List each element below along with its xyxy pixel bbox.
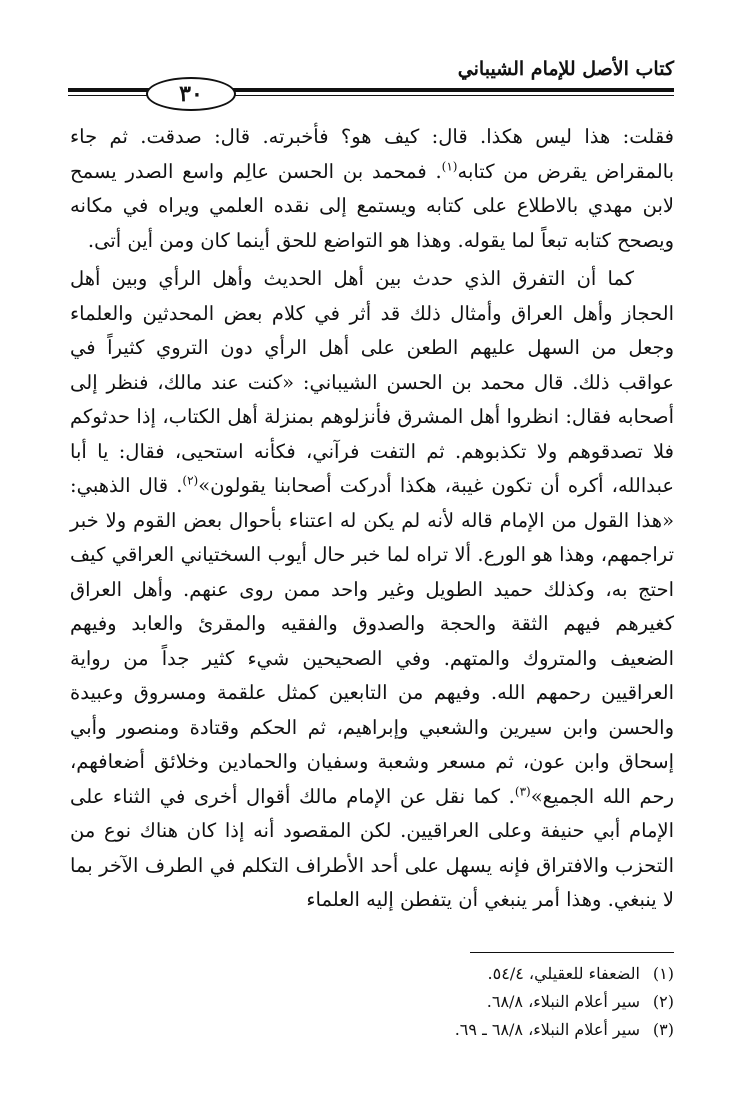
footnotes [70, 960, 674, 1044]
footnote-1 [70, 960, 674, 988]
paragraph-2-end: . كما نقل عن الإمام مالك أقوال أخرى في الثناء على الإمام أبي حنيفة وعلى العراقيين. لكن المقصود أنه إذا كان هناك نوع من التحزب والافتراق فإنه يسهل على أحد الأطراف التكلم في الطرف الآخر بما لا ينبغي. وهذا أمر ينبغي أن يتفطن إليه العلماء [70, 784, 674, 911]
footnote-separator [470, 952, 674, 953]
paragraph-2-rest: . قال الذهبي: «هذا القول من الإمام قاله لأنه لم يكن له اعتناء بأحوال بعض القوم ولا خبر تراجمهم، وهذا هو الورع. ألا تراه لما خبر حال أيوب السختياني العراقي كيف احتج به، وكذلك حميد الطويل وغير واحد ممن روى عنهم. وأهل العراق كغيرهم فيهم الثقة والحجة والصدوق والفقيه والمقرئ والعابد وفيهم الضعيف والمتروك والمتهم. وفي الصحيحين شيء كثير جداً من رواية العراقيين رحمهم الله. وفيهم من التابعين كمثل علقمة ومسروق وعبيدة والحسن وابن سيرين والشعبي وإبراهيم، ثم الحكم وقتادة ومنصور وأبي إسحاق وابن عون، ثم مسعر وشعبة وسفيان والحمادين وخلائق أضعافهم، رحم الله الجميع» [70, 474, 674, 808]
paragraph-1 [70, 120, 674, 258]
footnote-text: الضعفاء للعقيلي، ٥٤/٤. [487, 964, 640, 983]
paragraph-2 [70, 262, 674, 918]
footnote-number: (١) [652, 964, 674, 983]
paragraph-1-rest: . فمحمد بن الحسن عالِم واسع الصدر يسمح لابن مهدي بالاطلاع على كتابه ويستمع إلى نقده العلمي ويراه في مكانه ويصحح كتابه تبعاً لما يقوله. وهذا هو التواضع للحق أينما كان ومن أين أتى. [70, 159, 674, 252]
footnote-2 [70, 988, 674, 1016]
footnote-3 [70, 1016, 674, 1044]
paragraph-1-text: فقلت: هذا ليس هكذا. قال: كيف هو؟ فأخبرته. قال: صدقت. ثم جاء بالمقراض يقرض من كتابه [70, 125, 675, 183]
footnote-ref-3: (٣) [514, 784, 531, 798]
footnote-ref-2: (٢) [182, 473, 199, 488]
footnote-text: سير أعلام النبلاء، ٦٨/٨. [486, 992, 640, 1011]
book-title: كتاب الأصل للإمام الشيباني [457, 58, 674, 80]
footnote-number: (٢) [652, 992, 674, 1011]
footnote-text: سير أعلام النبلاء، ٦٨/٨ ـ ٦٩. [454, 1020, 640, 1039]
page-header [68, 52, 674, 108]
paragraph-2-text: كما أن التفرق الذي حدث بين أهل الحديث وأهل الرأي وبين أهل الحجاز وأهل العراق وأمثال ذلك قد أثر في كلام بعض المحدثين والعلماء وجعل من السهل عليهم الطعن على أهل الرأي دون التروي كثيراً في عواقب ذلك. قال محمد بن الحسن الشيباني: «كنت عند مالك، فنظر إلى أصحابه فقال: انظروا أهل المشرق فأنزلوهم بمنزلة أهل الكتاب، إذا حدثوكم فلا تصدقوهم ولا تكذبوهم. ثم التفت فرآني، فكأنه استحيى، فقال: يا أبا عبدالله، أكره أن تكون غيبة، هكذا أدركت أصحابنا يقولون» [70, 267, 674, 497]
page-number: ٣٠ [146, 77, 236, 111]
footnote-ref-1: (١) [441, 159, 458, 173]
body-text [70, 120, 674, 918]
footnote-number: (٣) [652, 1020, 674, 1039]
